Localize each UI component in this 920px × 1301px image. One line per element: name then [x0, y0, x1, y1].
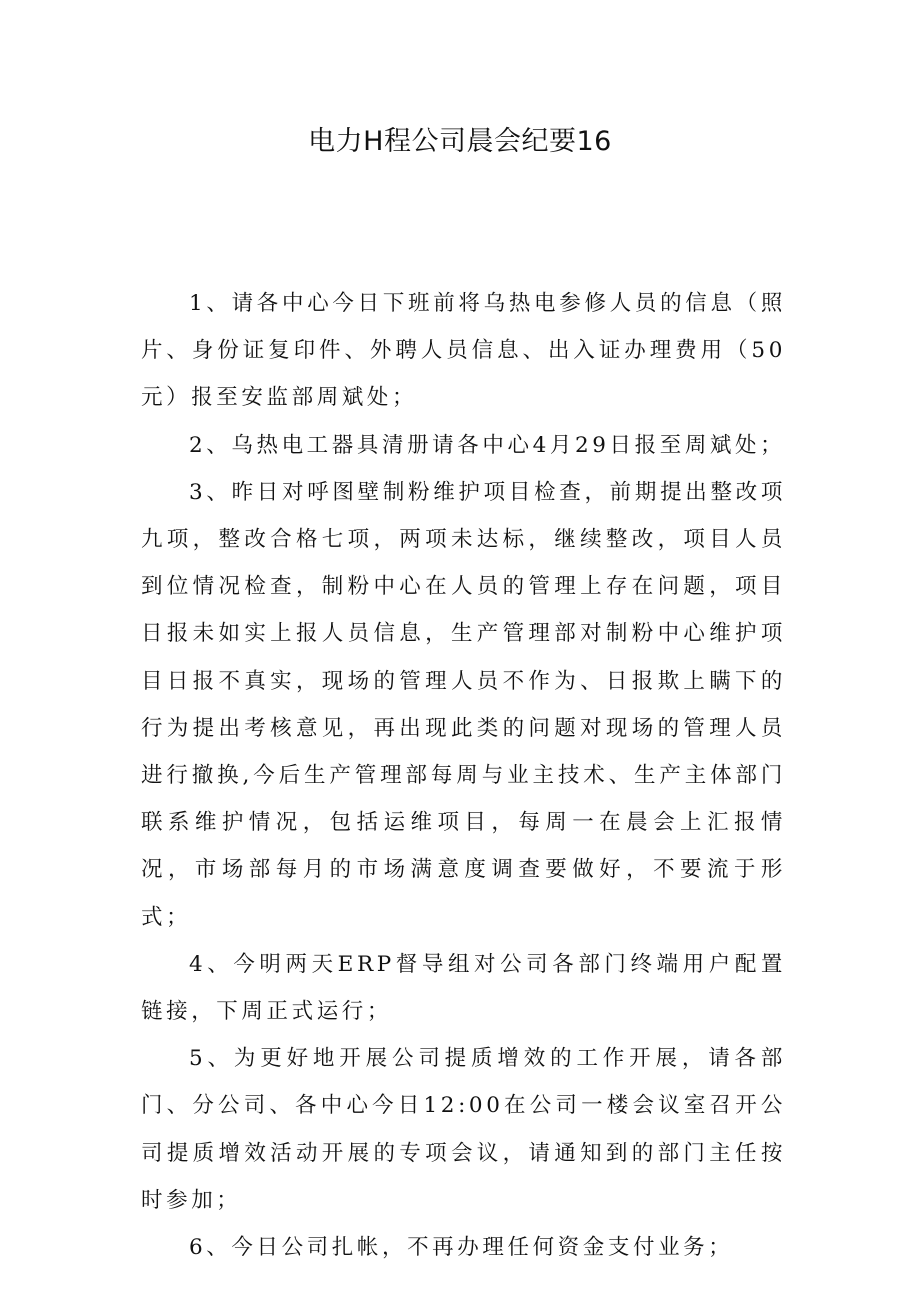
item-4: 4、今明两天ERP督导组对公司各部门终端用户配置链接，下周正式运行； — [141, 951, 786, 1025]
item-1: 1、请各中心今日下班前将乌热电参修人员的信息（照片、身份证复印件、外聘人员信息、出入证办理费用（50元）报至安监部周斌处； — [141, 291, 786, 411]
item-6: 6、今日公司扎帐，不再办理任何资金支付业务； — [189, 1235, 734, 1261]
item-3: 3、昨日对呼图壁制粉维护项目检查，前期提出整改项九项，整改合格七项，两项未达标，继续整改，项目人员到位情况检查，制粉中心在人员的管理上存在问题，项目日报未如实上报人员信息，生产管理部对制粉中心维护项目日报不真实，现场的管理人员不作为、日报欺上瞒下的行为提出考核意见，再出现此类的问题对现场的管理人员进行撤换,今后生产管理部每周与业主技术、生产主体部门联系维护情况，包括运维项目，每周一在晨会上汇报情况，市场部每月的市场满意度调查要做好，不要流于形式； — [141, 479, 786, 930]
document-title: 电力H程公司晨会纪要16 — [308, 126, 612, 157]
item-5: 5、为更好地开展公司提质增效的工作开展，请各部门、分公司、各中心今日12:00在公司一楼会议室召开公司提质增效活动开展的专项会议，请通知到的部门主任按时参加； — [141, 1046, 786, 1213]
document-body — [141, 280, 786, 1271]
item-2: 2、乌热电工器具清册请各中心4月29日报至周斌处； — [189, 432, 786, 458]
